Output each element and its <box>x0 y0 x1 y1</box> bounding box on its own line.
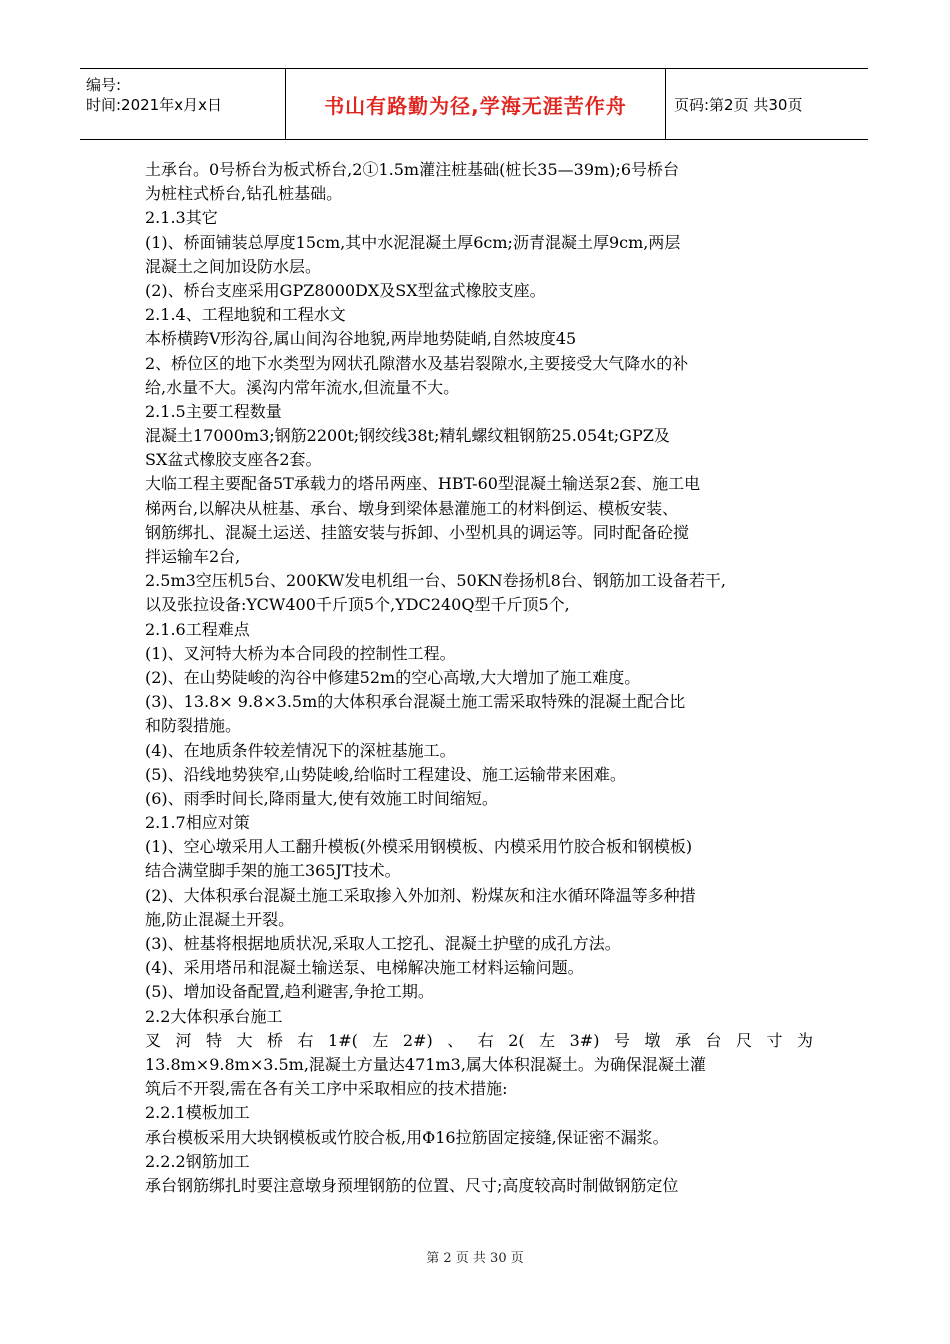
text-line: (4)、在地质条件较差情况下的深桩基施工。 <box>145 740 456 760</box>
header-number-label: 编号: <box>86 76 122 94</box>
text-line: (2)、大体积承台混凝土施工采取掺入外加剂、粉煤灰和注水循环降温等多种措 <box>145 885 696 905</box>
text-line: (1)、空心墩采用人工翻升模板(外模采用钢模板、内模采用竹胶合板和钢模板) <box>145 837 693 857</box>
page-header <box>80 68 868 140</box>
text-line: 2.2大体积承台施工 <box>145 1006 283 1026</box>
text-line: 本桥横跨V形沟谷,属山间沟谷地貌,两岸地势陡峭,自然坡度45 <box>145 329 577 349</box>
text-line: 给,水量不大。溪沟内常年流水,但流量不大。 <box>145 377 460 397</box>
text-line: 2.5m3空压机5台、200KW发电机组一台、50KN卷扬机8台、钢筋加工设备若干, <box>145 571 726 591</box>
text-line: 为桩柱式桥台,钻孔桩基础。 <box>145 184 343 204</box>
page-footer: 第 2 页 共 30 页 <box>426 1251 524 1266</box>
text-line: (5)、沿线地势狭窄,山势陡峻,给临时工程建设、施工运输带来困难。 <box>145 764 626 784</box>
text-line: 承台钢筋绑扎时要注意墩身预埋钢筋的位置、尺寸;高度较高时制做钢筋定位 <box>145 1175 679 1195</box>
document-body <box>145 158 813 1198</box>
text-line: 钢筋绑扎、混凝土运送、挂篮安装与拆卸、小型机具的调运等。同时配备砼搅 <box>145 522 690 542</box>
text-line: (1)、桥面铺装总厚度15cm,其中水泥混凝土厚6cm;沥青混凝土厚9cm,两层 <box>145 232 681 252</box>
text-line: 结合满堂脚手架的施工365JT技术。 <box>145 861 401 881</box>
text-line: 梯两台,以解决从桩基、承台、墩身到梁体悬灌施工的材料倒运、模板安装、 <box>145 498 679 518</box>
text-line: 以及张拉设备:YCW400千斤顶5个,YDC240Q型千斤顶5个, <box>145 595 570 615</box>
text-line: 和防裂措施。 <box>145 716 242 736</box>
text-line: (3)、13.8× 9.8×3.5m的大体积承台混凝土施工需采取特殊的混凝土配合比 <box>145 692 686 712</box>
text-line: (3)、桩基将根据地质状况,采取人工挖孔、混凝土护壁的成孔方法。 <box>145 934 621 953</box>
text-line: 2、桥位区的地下水类型为网状孔隙潜水及基岩裂隙水,主要接受大气降水的补 <box>145 353 689 373</box>
text-line: (1)、叉河特大桥为本合同段的控制性工程。 <box>145 643 456 663</box>
text-line: 2.2.1模板加工 <box>145 1103 250 1123</box>
text-line: 筑后不开裂,需在各有关工序中采取相应的技术措施: <box>145 1079 508 1099</box>
text-line: 2.1.3其它 <box>145 208 218 228</box>
text-line: 2.1.5主要工程数量 <box>145 401 282 421</box>
text-line: 2.1.7相应对策 <box>145 813 250 833</box>
text-line: 2.2.2钢筋加工 <box>145 1151 250 1171</box>
text-line: 施,防止混凝土开裂。 <box>145 909 295 929</box>
text-line: 大临工程主要配备5T承载力的塔吊两座、HBT-60型混凝土输送泵2套、施工电 <box>145 474 701 494</box>
text-line: (6)、雨季时间长,降雨量大,使有效施工时间缩短。 <box>145 788 498 808</box>
text-line: 2.1.6工程难点 <box>145 619 250 639</box>
text-line: 2.1.4、工程地貌和工程水文 <box>145 305 346 325</box>
text-line: 13.8m×9.8m×3.5m,混凝土方量达471m3,属大体积混凝土。为确保混凝土灌 <box>145 1054 706 1074</box>
text-line: SX盆式橡胶支座各2套。 <box>145 450 322 470</box>
header-motto: 书山有路勤为径,学海无涯苦作舟 <box>286 69 666 139</box>
text-line: 混凝土之间加设防水层。 <box>145 256 322 276</box>
text-line: (2)、在山势陡峻的沟谷中修建52m的空心高墩,大大增加了施工难度。 <box>145 667 641 687</box>
header-page-label: 页码:第2页 共30页 <box>674 95 803 114</box>
text-line: 拌运输车2台, <box>145 547 241 566</box>
header-meta <box>80 69 286 139</box>
text-line: 土承台。0号桥台为板式桥台,2①1.5m灌注桩基础(桩长35—39m);6号桥台 <box>145 160 680 179</box>
text-line: (4)、采用塔吊和混凝土输送泵、电梯解决施工材料运输问题。 <box>145 958 584 978</box>
text-line: 叉河特大桥右1#(左2#)、右2(左3#)号墩承台尺寸为 <box>145 1030 813 1050</box>
text-line: (5)、增加设备配置,趋利避害,争抢工期。 <box>145 982 434 1002</box>
text-line: (2)、桥台支座采用GPZ8000DX及SX型盆式橡胶支座。 <box>145 280 546 300</box>
text-line: 混凝土17000m3;钢筋2200t;钢绞线38t;精轧螺纹粗钢筋25.054t;GPZ及 <box>145 426 670 446</box>
header-time-label: 时间:2021年x月x日 <box>86 96 222 114</box>
text-line: 承台模板采用大块钢模板或竹胶合板,用Φ16拉筋固定接缝,保证密不漏浆。 <box>145 1127 669 1147</box>
